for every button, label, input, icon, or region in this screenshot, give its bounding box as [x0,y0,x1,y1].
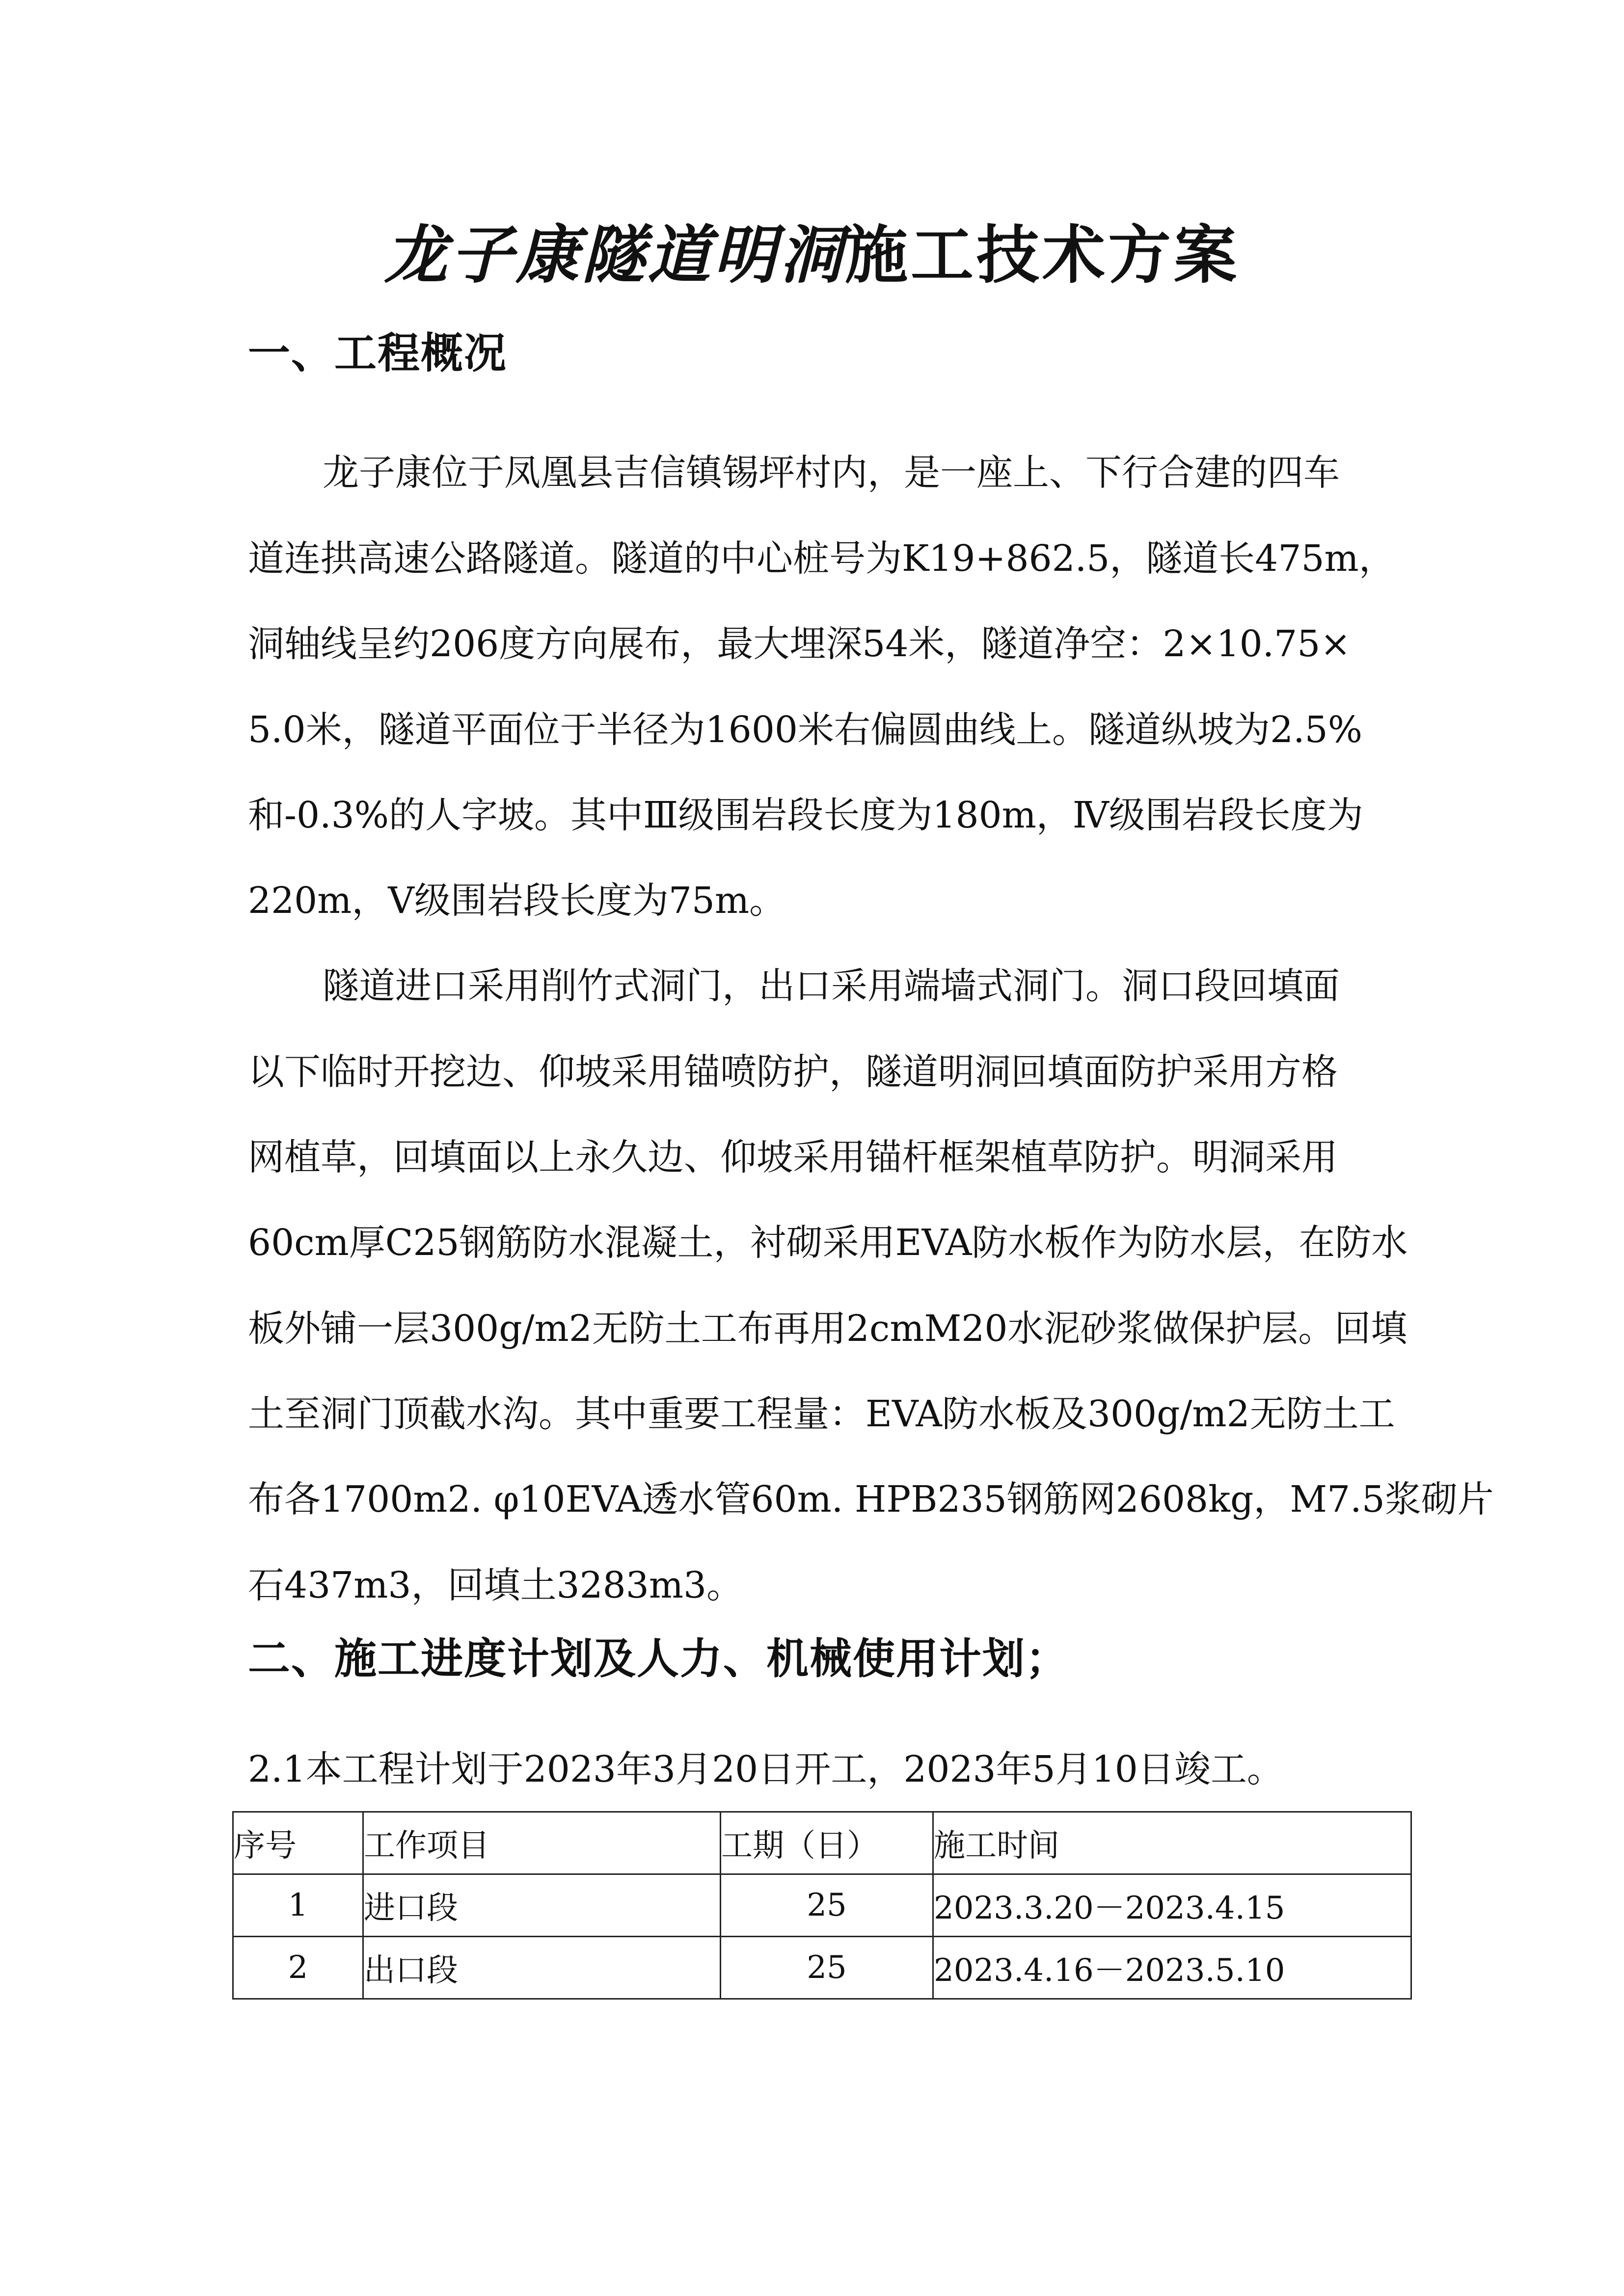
paragraph-1-line-3: 洞轴线呈约206度方向展布，最大埋深54米，隧道净空：2×10.75× [248,623,1351,665]
document-title-rest-part: 施工技术方案 [845,218,1240,292]
paragraph-2-line-4: 60cm厚C25钢筋防水混凝土，衬砌采用EVA防水板作为防水层，在防水 [248,1222,1408,1264]
header-construction-time: 施工时间 [933,1812,1411,1874]
paragraph-1-line-6: 220m，Ⅴ级围岩段长度为75m。 [248,880,786,922]
table-row [233,1874,1411,1937]
cell-work-item: 进口段 [363,1874,721,1937]
section-2-heading: 二、施工进度计划及人力、机械使用计划； [248,1634,1069,1683]
document-title-script-part: 龙子康隧道明洞 [384,218,845,292]
paragraph-1-line-5: 和-0.3%的人字坡。其中Ⅲ级围岩段长度为180m，Ⅳ级围岩段长度为 [248,794,1363,836]
cell-construction-time: 2023.3.20－2023.4.15 [933,1874,1411,1937]
schedule-plan-text: 2.1本工程计划于2023年3月20日开工，2023年5月10日竣工。 [248,1748,1283,1790]
cell-sequence-number: 1 [233,1874,363,1937]
cell-duration-days: 25 [721,1937,933,1999]
paragraph-2-line-1: 隧道进口采用削竹式洞门，出口采用端墙式洞门。洞口段回填面 [323,965,1340,1007]
paragraph-2-line-7: 布各1700m2. φ10EVA透水管60m. HPB235钢筋网2608kg，M7.5浆砌片 [248,1478,1494,1521]
paragraph-1-line-1: 龙子康位于凤凰县吉信镇锡坪村内，是一座上、下行合建的四车 [323,452,1340,494]
table-header-row [233,1812,1411,1874]
paragraph-1-line-4: 5.0米，隧道平面位于半径为1600米右偏圆曲线上。隧道纵坡为2.5% [248,709,1363,751]
header-duration-days: 工期（日） [721,1812,933,1874]
section-1-heading: 一、工程概况 [248,328,507,378]
cell-construction-time: 2023.4.16－2023.5.10 [933,1937,1411,1999]
cell-work-item: 出口段 [363,1937,721,1999]
paragraph-2-line-8: 石437m3，回填土3283m3。 [248,1564,743,1606]
header-sequence-number: 序号 [233,1812,363,1874]
paragraph-2-line-6: 土至洞门顶截水沟。其中重要工程量：EVA防水板及300g/m2无防土工 [248,1393,1395,1435]
cell-duration-days: 25 [721,1874,933,1937]
cell-sequence-number: 2 [233,1937,363,1999]
paragraph-2-line-2: 以下临时开挖边、仰坡采用锚喷防护，隧道明洞回填面防护采用方格 [248,1051,1338,1093]
paragraph-2-line-3: 网植草，回填面以上永久边、仰坡采用锚杆框架植草防护。明洞采用 [248,1136,1338,1178]
paragraph-2-line-5: 板外铺一层300g/m2无防土工布再用2cmM20水泥砂浆做保护层。回填 [248,1308,1407,1350]
header-work-item: 工作项目 [363,1812,721,1874]
table-row [233,1937,1411,1999]
document-title [0,211,1624,299]
schedule-table [232,1811,1412,2000]
paragraph-1-line-2: 道连拱高速公路隧道。隧道的中心桩号为K19+862.5，隧道长475m， [248,537,1395,580]
